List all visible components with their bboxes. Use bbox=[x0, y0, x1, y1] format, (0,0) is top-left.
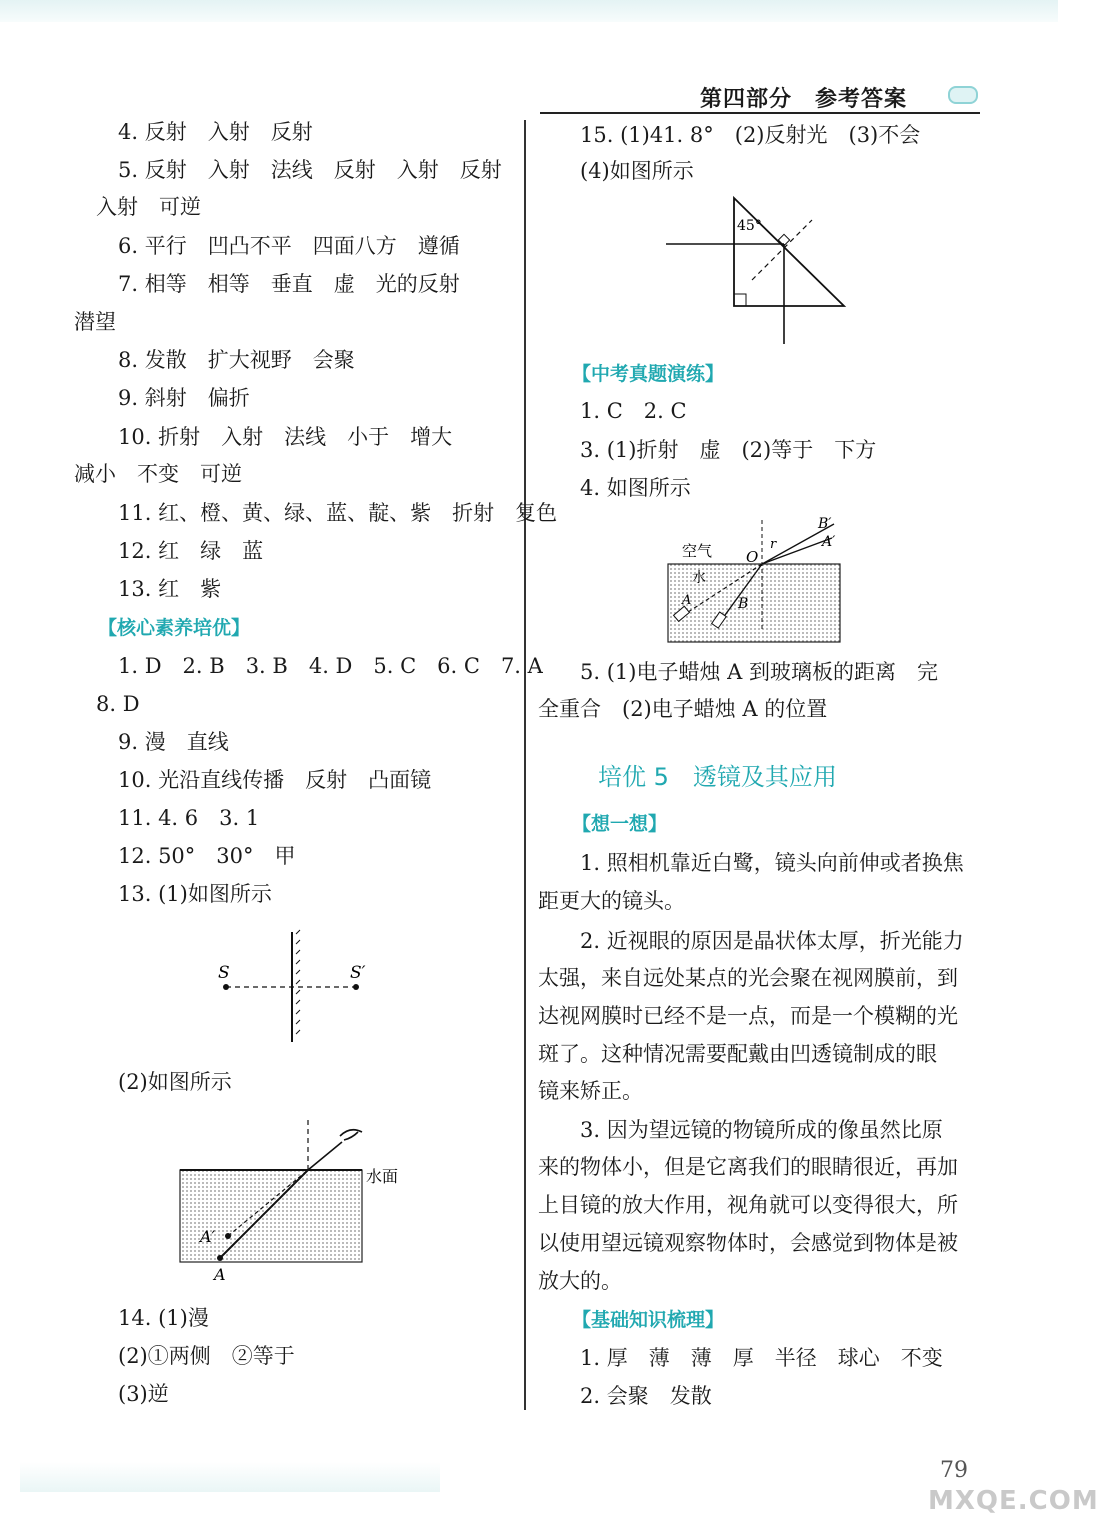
figure-mirror-image bbox=[210, 930, 380, 1048]
label-a: A bbox=[214, 1265, 226, 1284]
answer-line: (2)如图所示 bbox=[118, 1070, 232, 1094]
figure-refraction bbox=[662, 512, 852, 648]
answer-line: (4)如图所示 bbox=[580, 159, 694, 183]
answer-line: 15. (1)41. 8° (2)反射光 (3)不会 bbox=[580, 123, 921, 147]
header-mark-icon bbox=[948, 86, 978, 104]
label-air: 空气 bbox=[682, 542, 713, 560]
label-s: S bbox=[218, 963, 230, 983]
label-a-prime: A′ bbox=[822, 534, 836, 550]
answer-line: 13. (1)如图所示 bbox=[118, 882, 272, 906]
top-decor-band bbox=[0, 0, 1058, 22]
answer-line: 1. 照相机靠近白鹭，镜头向前伸或者换焦 bbox=[580, 851, 964, 875]
answer-line: (3)逆 bbox=[118, 1382, 169, 1406]
label-b: B bbox=[738, 596, 749, 612]
chapter-title: 培优 5 透镜及其应用 bbox=[598, 763, 837, 791]
answer-line: 13. 红 紫 bbox=[118, 577, 222, 601]
answer-line: 以使用望远镜观察物体时，会感觉到物体是被 bbox=[538, 1231, 958, 1255]
answer-line: 10. 光沿直线传播 反射 凸面镜 bbox=[118, 768, 432, 792]
answer-line: 3. (1)折射 虚 (2)等于 下方 bbox=[580, 438, 877, 462]
section-heading: 【核心素养培优】 bbox=[98, 617, 251, 639]
answer-line: 斑了。这种情况需要配戴由凹透镜制成的眼 bbox=[538, 1042, 937, 1066]
answer-line: 1. D 2. B 3. B 4. D 5. C 6. C 7. A bbox=[118, 654, 543, 678]
answer-line: 来的物体小，但是它离我们的眼睛很近，再加 bbox=[538, 1155, 958, 1179]
label-a-prime: A′ bbox=[200, 1227, 216, 1246]
figure-prism bbox=[662, 194, 862, 350]
answer-line: 入射 可逆 bbox=[96, 195, 201, 219]
label-o: O bbox=[746, 548, 759, 566]
section-heading: 【中考真题演练】 bbox=[572, 363, 725, 385]
answer-line: 2. 近视眼的原因是晶状体太厚，折光能力 bbox=[580, 929, 964, 953]
section-heading: 【想一想】 bbox=[572, 813, 668, 835]
answer-line: 距更大的镜头。 bbox=[538, 889, 685, 913]
answer-line: 8. 发散 扩大视野 会聚 bbox=[118, 348, 355, 372]
label-45: 45° bbox=[737, 218, 762, 234]
answer-line: 5. (1)电子蜡烛 A 到玻璃板的距离 完 bbox=[580, 660, 938, 684]
answer-line: 达视网膜时已经不是一点，而是一个模糊的光 bbox=[538, 1004, 958, 1028]
answer-line: 12. 50° 30° 甲 bbox=[118, 844, 296, 868]
answer-line: 9. 漫 直线 bbox=[118, 730, 229, 754]
answer-line: 太强，来自远处某点的光会聚在视网膜前，到 bbox=[538, 966, 958, 990]
answer-line: 12. 红 绿 蓝 bbox=[118, 539, 264, 563]
page-number: 79 bbox=[940, 1458, 968, 1483]
answer-line: 镜来矫正。 bbox=[538, 1079, 643, 1103]
label-a: A bbox=[682, 593, 692, 608]
answer-line: 10. 折射 入射 法线 小于 增大 bbox=[118, 425, 453, 449]
answer-line: (2)①两侧 ②等于 bbox=[118, 1344, 295, 1368]
answer-line: 潜望 bbox=[74, 310, 116, 334]
answer-line: 11. 红、橙、黄、绿、蓝、靛、紫 折射 复色 bbox=[118, 501, 558, 525]
answer-line: 4. 反射 入射 反射 bbox=[118, 120, 313, 144]
answer-line: 7. 相等 相等 垂直 虚 光的反射 bbox=[118, 272, 460, 296]
answer-line: 全重合 (2)电子蜡烛 A 的位置 bbox=[538, 697, 828, 721]
answer-line: 4. 如图所示 bbox=[580, 476, 691, 500]
answer-line: 1. 厚 薄 薄 厚 半径 球心 不变 bbox=[580, 1346, 943, 1370]
answer-line: 9. 斜射 偏折 bbox=[118, 386, 250, 410]
answer-line: 3. 因为望远镜的物镜所成的像虽然比原 bbox=[580, 1118, 943, 1142]
label-b-prime: B′ bbox=[818, 516, 832, 532]
answer-line: 1. C 2. C bbox=[580, 399, 687, 423]
label-s-prime: S′ bbox=[350, 963, 366, 983]
answer-line: 14. (1)漫 bbox=[118, 1306, 209, 1330]
label-water: 水 bbox=[692, 570, 706, 586]
figure-water-eye bbox=[170, 1118, 420, 1288]
answer-line: 2. 会聚 发散 bbox=[580, 1384, 712, 1408]
label-water-surface: 水面 bbox=[366, 1167, 399, 1186]
header-rule bbox=[540, 112, 980, 114]
column-divider bbox=[524, 120, 526, 1410]
answer-line: 11. 4. 6 3. 1 bbox=[118, 806, 260, 830]
label-r: r bbox=[770, 537, 777, 552]
answer-line: 6. 平行 凹凸不平 四面八方 遵循 bbox=[118, 234, 460, 258]
running-header: 第四部分 参考答案 bbox=[700, 86, 908, 112]
answer-line: 8. D bbox=[96, 692, 140, 716]
answer-line: 5. 反射 入射 法线 反射 入射 反射 bbox=[118, 158, 502, 182]
watermark: MXQE.COM bbox=[928, 1486, 1099, 1516]
answer-line: 减小 不变 可逆 bbox=[74, 462, 242, 486]
section-heading: 【基础知识梳理】 bbox=[572, 1309, 725, 1331]
answer-line: 放大的。 bbox=[538, 1269, 622, 1293]
answer-line: 上目镜的放大作用，视角就可以变得很大，所 bbox=[538, 1193, 958, 1217]
bottom-decor-band bbox=[20, 1462, 440, 1492]
